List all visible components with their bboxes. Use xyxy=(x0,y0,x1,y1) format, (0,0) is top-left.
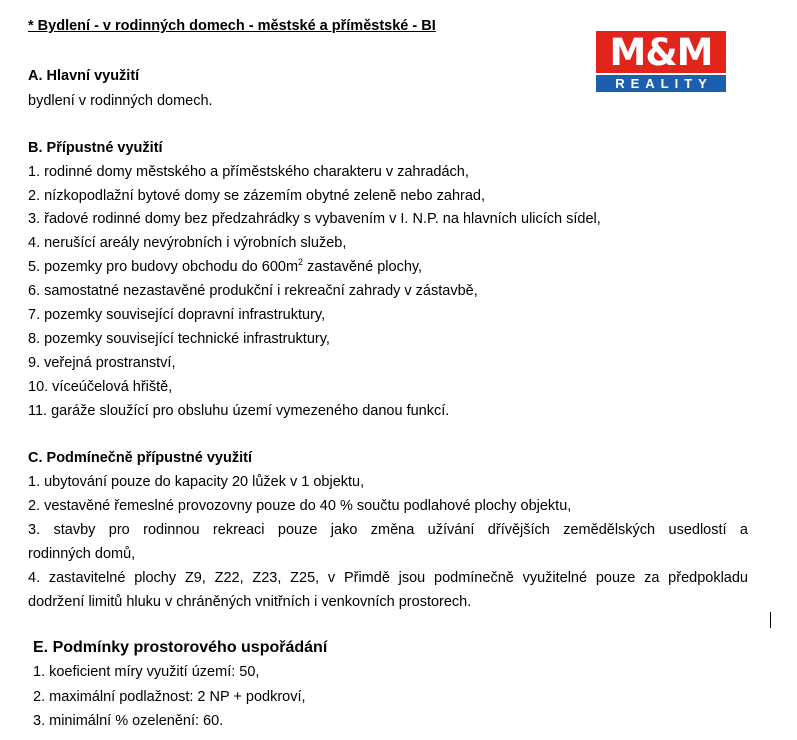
list-item: 2. nízkopodlažní bytové domy se zázemím obytné zeleně nebo zahrad, xyxy=(28,188,486,204)
list-item: 4. nerušící areály nevýrobních i výrobních služeb, xyxy=(28,235,347,251)
list-item-continuation: rodinných domů, xyxy=(28,546,136,562)
list-item: 1. koeficient míry využití území: 50, xyxy=(33,664,260,680)
logo-reality-text: REALITY xyxy=(615,76,713,91)
list-item: 11. garáže sloužící pro obsluhu území vymezeného danou funkcí. xyxy=(28,403,450,419)
list-item: 10. víceúčelová hřiště, xyxy=(28,379,173,395)
list-item-text: 5. pozemky pro budovy obchodu do 600m xyxy=(28,259,299,275)
text-cursor xyxy=(770,612,771,628)
list-item: 7. pozemky související dopravní infrastruktury, xyxy=(28,307,326,323)
list-item-continuation: dodržení limitů hluku v chráněných vnitřních i venkovních prostorech. xyxy=(28,594,472,610)
list-item: 4. zastavitelné plochy Z9, Z22, Z23, Z25, v Přimdě jsou podmínečně využitelné pouze za předpokladu xyxy=(28,570,748,586)
list-item: 1. ubytování pouze do kapacity 20 lůžek v 1 objektu, xyxy=(28,474,365,490)
list-item: 2. maximální podlažnost: 2 NP + podkroví, xyxy=(33,689,306,705)
list-item xyxy=(28,259,422,275)
section-b-heading: B. Přípustné využití xyxy=(28,140,163,156)
section-a-heading: A. Hlavní využití xyxy=(28,68,140,84)
list-item: 3. řadové rodinné domy bez předzahrádky s vybavením v I. N.P. na hlavních ulicích sídel, xyxy=(28,211,601,227)
list-item-tail: zastavěné plochy, xyxy=(303,259,423,275)
logo-blue-band xyxy=(596,75,726,92)
document-title: * Bydlení - v rodinných domech - městské a příměstské - BI xyxy=(28,18,436,34)
list-item: 8. pozemky související technické infrastruktury, xyxy=(28,331,330,347)
section-c-heading: C. Podmínečně přípustné využití xyxy=(28,450,252,466)
logo-mm-text: M&M xyxy=(609,30,713,74)
list-item: 9. veřejná prostranství, xyxy=(28,355,176,371)
superscript: 2 xyxy=(298,257,304,268)
section-a-text: bydlení v rodinných domech. xyxy=(28,93,213,109)
section-e-heading: E. Podmínky prostorového uspořádání xyxy=(33,639,328,656)
list-item: 6. samostatné nezastavěné produkční i rekreační zahrady v zástavbě, xyxy=(28,283,478,299)
logo-red-band xyxy=(596,31,726,73)
list-item: 1. rodinné domy městského a příměstského charakteru v zahradách, xyxy=(28,164,469,180)
list-item: 3. minimální % ozelenění: 60. xyxy=(33,713,224,729)
list-item: 2. vestavěné řemeslné provozovny pouze do 40 % součtu podlahové plochy objektu, xyxy=(28,498,572,514)
mm-reality-logo xyxy=(596,31,726,93)
list-item: 3. stavby pro rodinnou rekreaci pouze jako změna užívání dřívějších zemědělských usedlostí a xyxy=(28,522,748,538)
